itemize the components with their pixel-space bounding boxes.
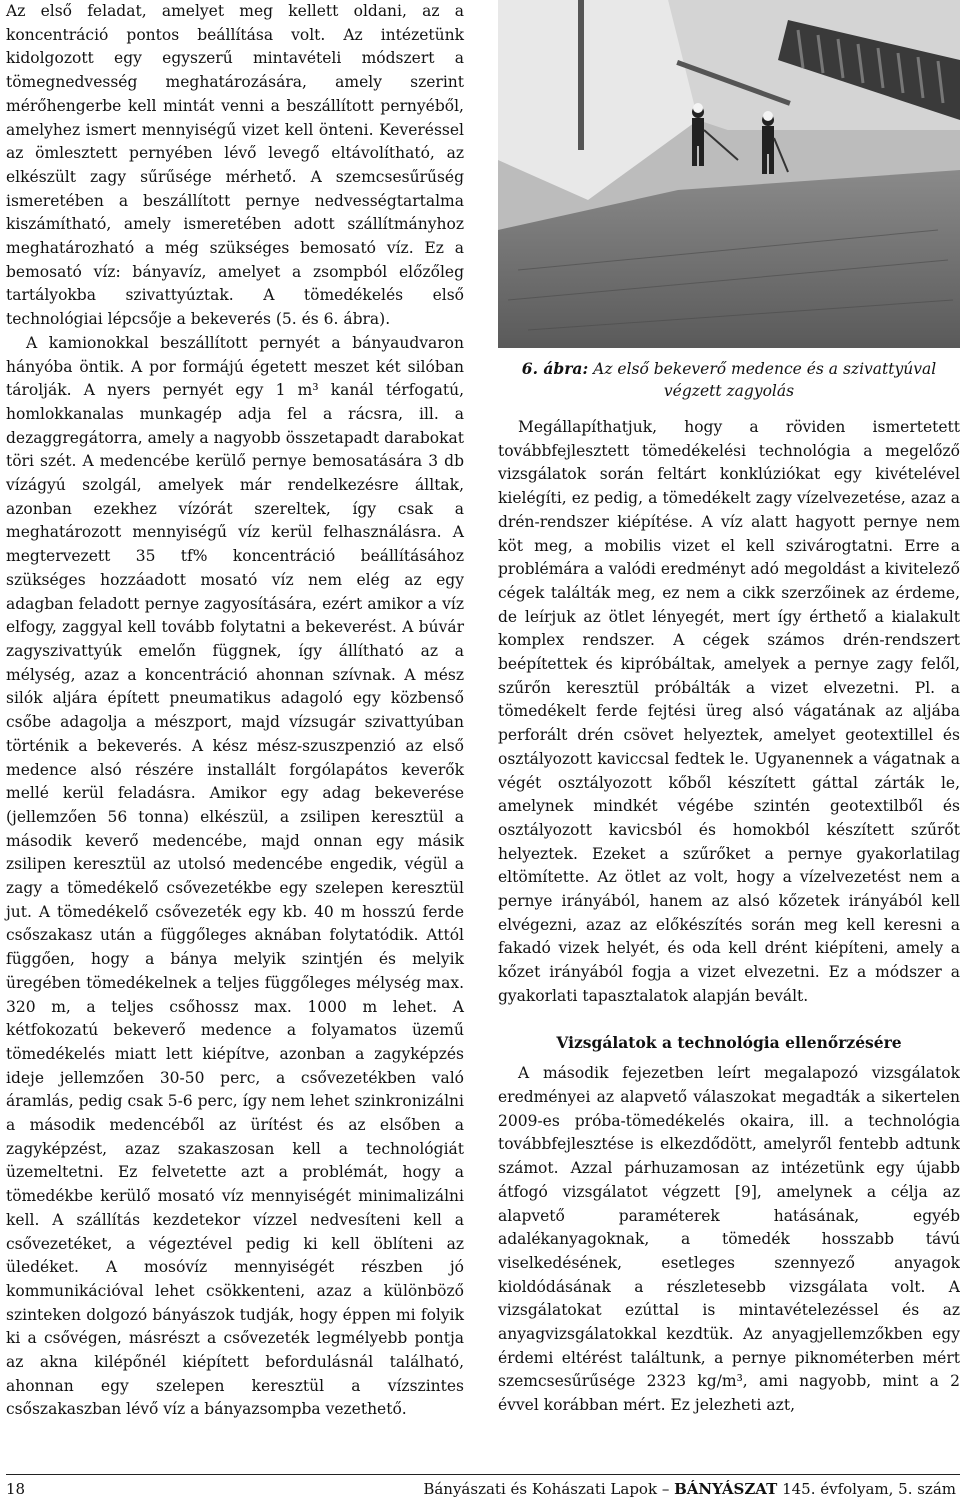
- figure-caption: [498, 358, 960, 402]
- paragraph-3: Megállapíthatjuk, hogy a röviden ismertetett továbbfejlesztett tömedékelési technológia a megelőző vizsgálatok során feltárt konklúziókat egy kivételével kielégíti, ez pedig, a tömedékelt zagy vízelvezetése, azaz a drén-rendszer kiépítése. A víz alatt hagyott pernye nem köt meg, a mobilis vizet el kell szivárogtatni. Erre a problémára a valódi eredményt adó megoldást a kivitelező cégek találták meg, ez nem a cikk szerzőinek az érdeme, de leírjuk az ötlet lényegét, mert így érthető a kialakult komplex rendszer. A cégek számos drén-rendszert beépítettek és kipróbáltak, amelyek a pernye zagy felől, szűrőn keresztül próbálták a vizet elvezetni. Pl. a tömedékelt ferde fejtési üreg alsó vágatának az aljába perforált drén csövet helyeztek, amelyet geotextillel és osztályozott kaviccsal fedtek le. Ugyanennek a vágatnak a végét osztályozott kőből készített gáttal zárták le, amelynek mindkét végébe szintén geotextilből és osztályozott kavicsból és homokból készített szűrőt helyeztek. Ezeket a szűrőket a pernye gyakorlatilag eltömítette. Az ötlet az volt, hogy a vízelvezetést nem a pernye irányából, hanem az alsó kőzetek irányából kell elvégezni, azaz az előkészítés során meg kell keresni a fakadó vizek helyét, és oda kell drént kiépíteni, amely a kőzet irányából fogja a vizet elvezetni. Ez a módszer a gyakorlati tapasztalatok alapján bevált.: [498, 418, 960, 1005]
- paragraph-2: A kamionokkal beszállított pernyét a bányaudvaron hányóba öntik. A por formájú égetett meszet két silóban tárolják. A nyers pernyét egy 1 m³ kanál térfogatú, homlokkanalas munkagép adja fel a rácsra, ill. a dezaggregátorra, amely a nagyobb összetapadt darabokat töri szét. A medencébe kerülő pernye bemosatására 3 db vízágyú szolgál, amelyek már rendelkezésre álltak, azonban ezekhez vízórát szereltek, így csak a meghatározott mennyiségű víz kerül felhasználásra. A megtervezett 35 tf% koncentráció beállításához szükséges hozzáadott mosató víz nem elég az egy adagban feladott pernye zagyosítására, ezért amikor a víz elfogy, zaggyal kell tovább folytatni a bekeverést. A búvár zagyszivattyúk emelőn függnek, így állítható az a mélység, azaz a koncentráció ahonnan szívnak. A mész silók aljára épített pneumatikus adagoló egy közbenső csőbe adagolja a mészport, majd vízsugár szivattyúban történik a bekeverés. A kész mész-szuszpenzió az első medence alsó részére installált forgólapátos keverők mellé kerül feladásra. Amikor egy adag bekeverése (jellemzően 56 tonna) elkészül, a zsilipen keresztül a második keverő medencébe, majd onnan egy másik zsilipen keresztül az utolsó medencébe engedik, végül a zagy a tömedékelő csővezetékbe egy szelepen keresztül jut. A tömedékelő csővezeték egy kb. 40 m hosszú ferde csőszakasz után a függőleges aknában folytatódik. Attól függően, hogy a bánya melyik szintjén és melyik üregében tömedékelnek a teljes függőleges mélység max. 320 m, a teljes csőhossz max. 1000 m lehet. A kétfokozatú bekeverő medence a folyamatos üzemű tömedékelés miatt lett kiépítve, azonban a zagyképzés ideje jellemzően 30-50 perc, a csővezetékben való áramlás, pedig csak 5-6 perc, így nem lehet szinkronizálni a második medencéből az ürítést és az elsőben a zagyképzést, azaz szakaszosan kell a technológiát üzemeltetni. Ez felvetette azt a problémát, hogy a tömedékbe kerülő mosató víz mennyiségét minimalizálni kell. A szállítás kezdetekor vízzel nedvesíteni kell a csővezetéket, a végeztével pedig ki kell öblíteni az üledéket. A mosóvíz mennyiségét részben jó kommunikációval lehet csökkenteni, azaz a különböző szinteken dolgozó bányászok tudják, hogy éppen mi folyik ki a csővégen, másrészt a csővezeték legmélyebb pontja az akna kilépőnél kiépített befordulásnál található, ahonnan egy szelepen keresztül a vízszintes csőszakaszban lévő víz a bányazsompba vezethető.: [6, 333, 464, 1419]
- journal-prefix: Bányászati és Kohászati Lapok –: [423, 1480, 670, 1498]
- figure-photo: [498, 0, 960, 348]
- left-text-column: [6, 0, 464, 1422]
- journal-footer: [423, 1480, 956, 1498]
- right-text-column: [498, 358, 960, 1418]
- journal-issue: 145. évfolyam, 5. szám: [782, 1480, 956, 1498]
- page-number: 18: [6, 1480, 26, 1498]
- footer-divider: [6, 1474, 960, 1475]
- mixing-basin-photo: [498, 0, 960, 348]
- caption-text: Az első bekeverő medence és a szivattyúval végzett zagyolás: [593, 360, 937, 400]
- caption-label: 6. ábra:: [521, 359, 589, 378]
- paragraph-1: Az első feladat, amelyet meg kellett oldani, az a koncentráció pontos beállítása volt. Az intézetünk kidolgozott egy egyszerű mintavételi módszert a tömegnedvesség meghatározására, amely szerint mérőhengerbe kell mintát venni a beszállított pernyéből, amelyhez ismert mennyiségű vizet kell önteni. Keveréssel az ömlesztett pernyében lévő levegő eltávolítható, az elkészült zagy sűrűsége mérhető. A szemcsesűrűség ismeretében a beszállított pernye nedvességtartalma kiszámítható, amely ismeretében adott szállítmányhoz meghatározható a még szükséges bemosató víz. Ez a bemosató víz: bányavíz, amelyet a zsompból előzőleg tartályokba szivattyúztak. A tömedékelés első technológiai lépcsője a bekeverés (5. és 6. ábra).: [6, 2, 464, 329]
- section-heading: Vizsgálatok a technológia ellenőrzésére: [556, 1032, 902, 1052]
- journal-name: BÁNYÁSZAT: [674, 1480, 778, 1498]
- paragraph-4: A második fejezetben leírt megalapozó vizsgálatok eredményei az alapvető válaszokat megadták a sikertelen 2009-es próba-tömedékelés okaira, ill. a technológia továbbfejlesztése is elkezdődött, amelyről fentebb adtunk számot. Azzal párhuzamosan az intézetünk egy újabb átfogó vizsgálatot végzett [9], amelynek a célja az alapvető paraméterek hatásának, egyéb adalékanyagoknak, a tömedék hosszabb távú viselkedésének, esetleges szennyező anyagok kioldódásának a részletesebb vizsgálata volt. A vizsgálatokat ezúttal is mintavételezéssel és az anyagvizsgálatokkal kezdtük. Az anyagjellemzőkben egy érdemi eltérést találtunk, a pernye piknométerben mért szemcsesűrűsége 2323 kg/m³, ami nagyobb, mint a 2 évvel korábban mért. Ez jelezheti azt,: [498, 1064, 960, 1415]
